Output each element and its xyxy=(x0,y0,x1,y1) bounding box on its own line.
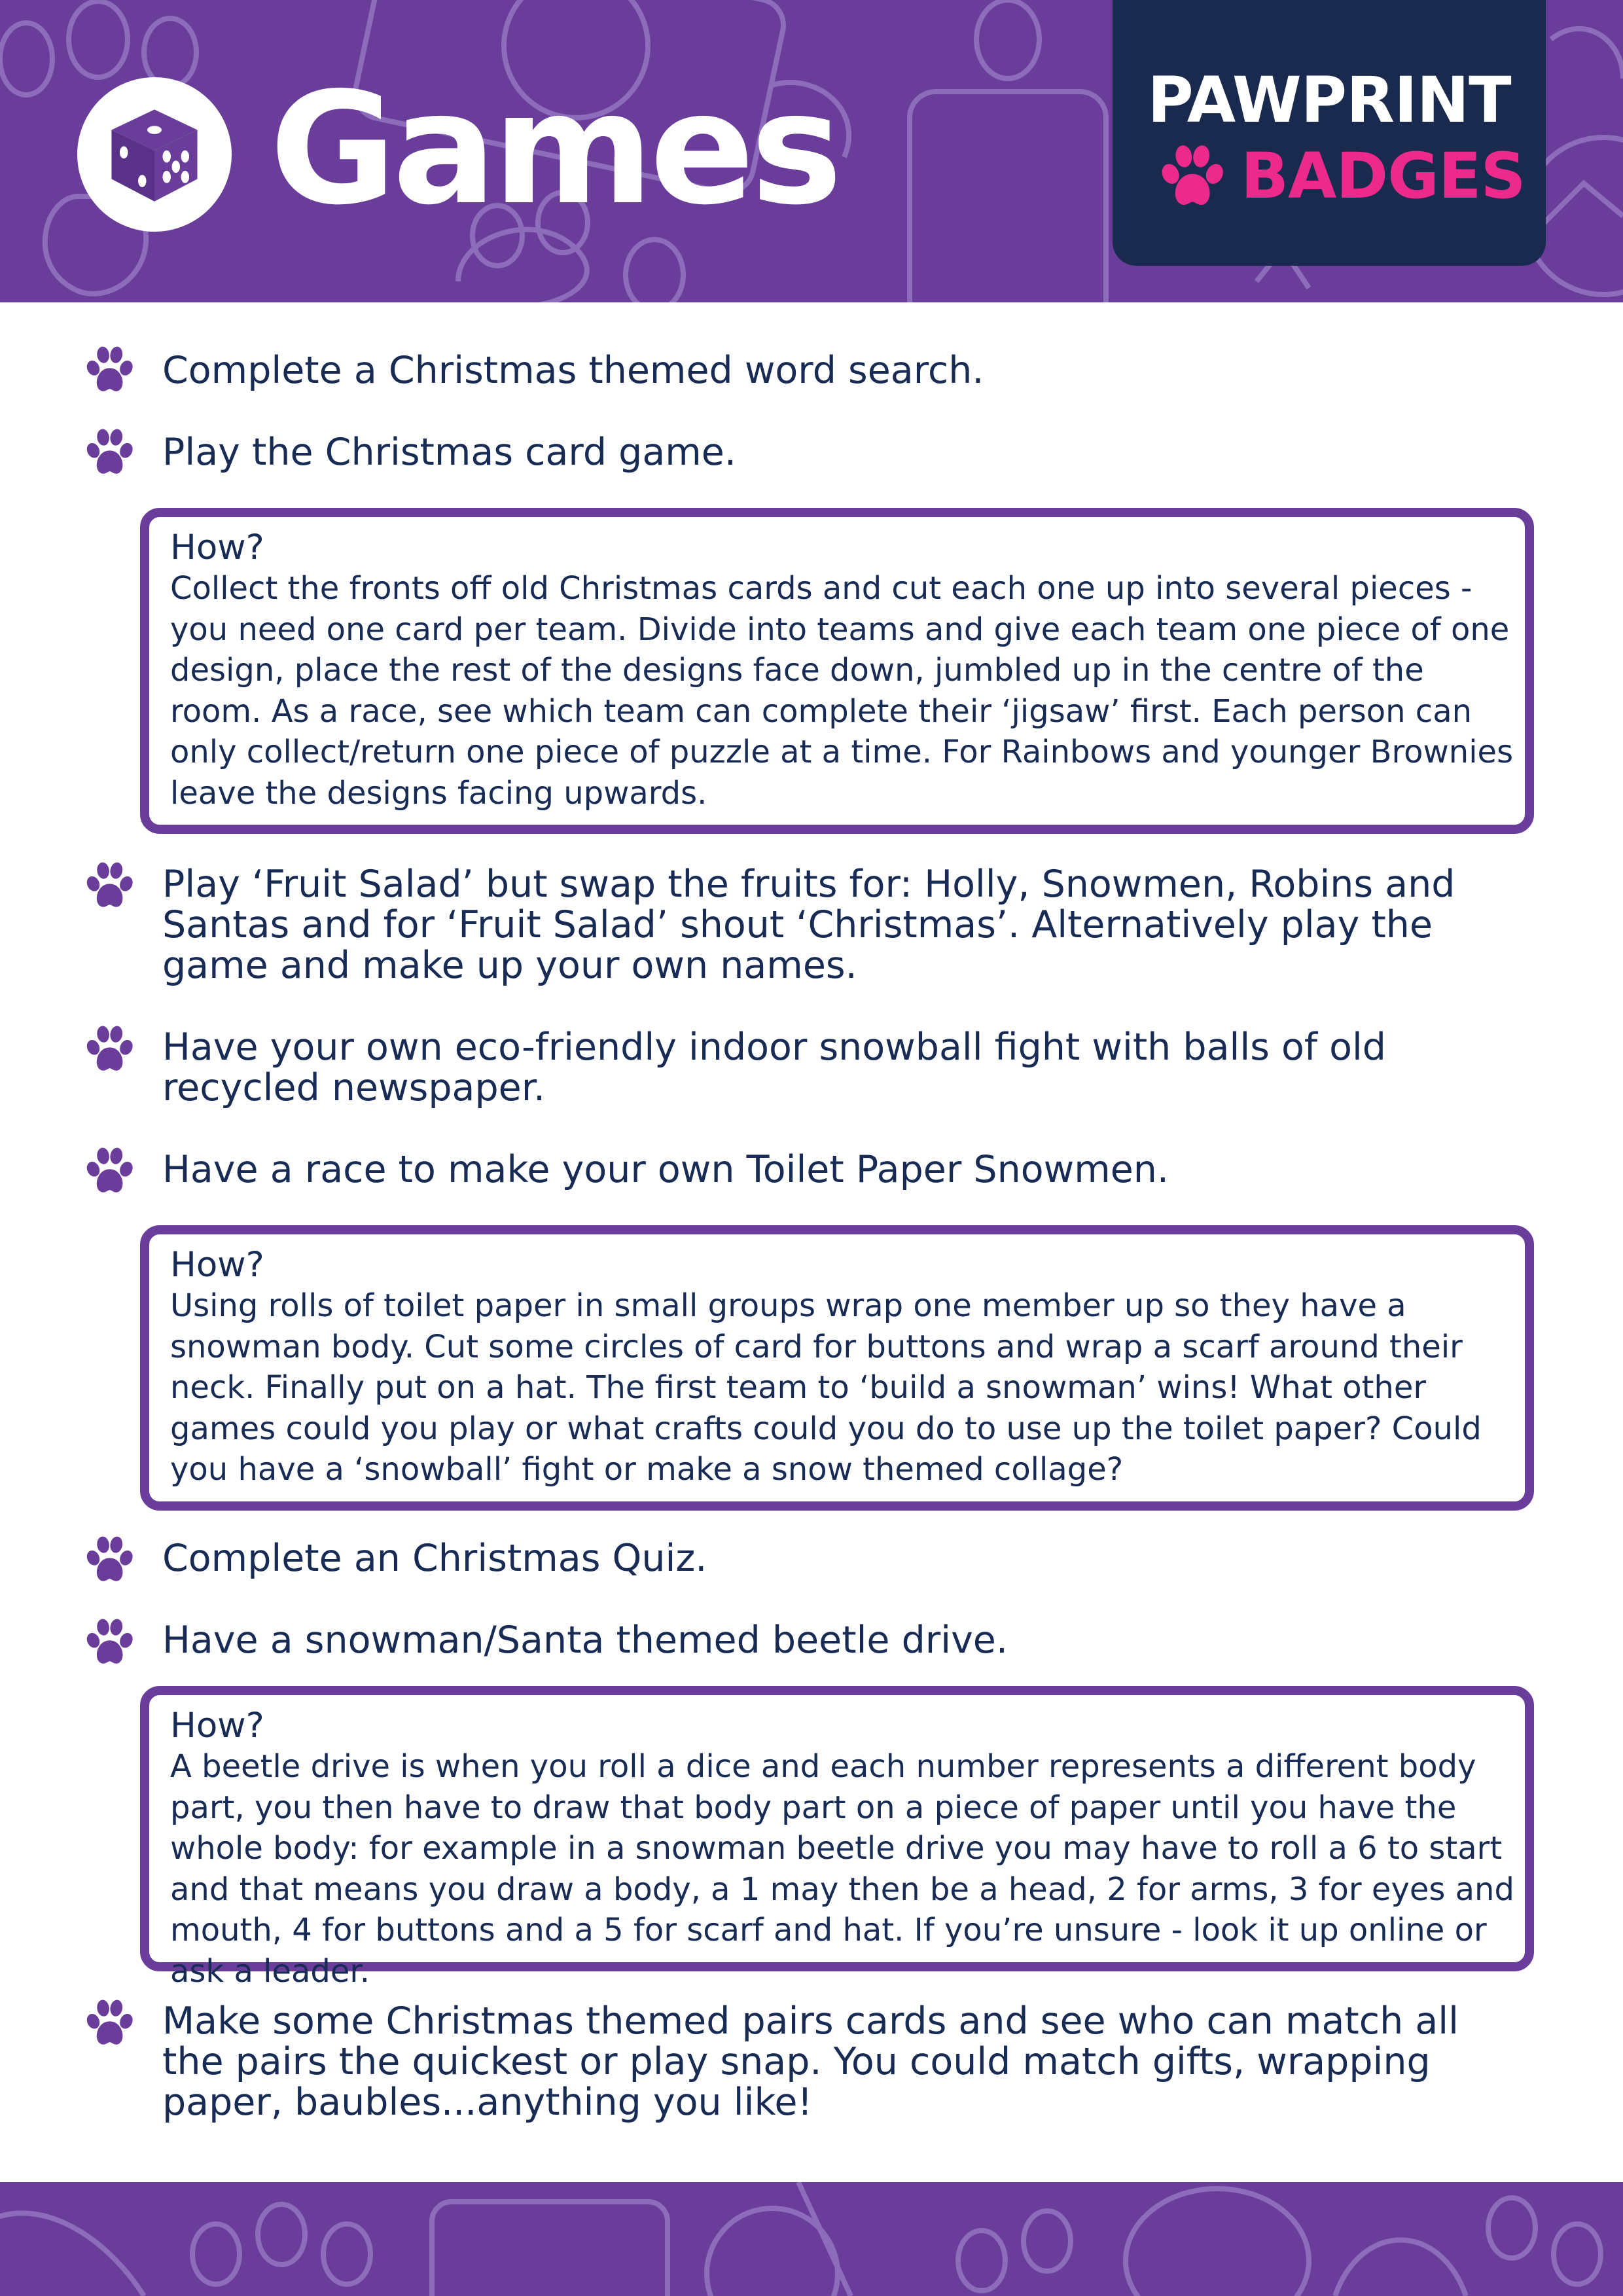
paw-icon xyxy=(81,1532,136,1587)
paw-icon xyxy=(81,1021,136,1076)
how-box xyxy=(140,1225,1534,1511)
paw-icon xyxy=(81,342,136,397)
how-text: A beetle drive is when you roll a dice and each number represents a different body part, you then have to draw that body part on a piece of paper until you have the whole body: for example in a snowman beetle drive you may have to roll a 6 to start and that means you draw a body, a 1 may then be a head, 2 for arms, 3 for eyes and mouth, 4 for buttons and a 5 for scarf and hat. If you’re unsure - look it up online or ask a leader. xyxy=(170,1748,1514,1990)
how-label: How? xyxy=(170,1706,264,1746)
brand-line2: BADGES xyxy=(1241,139,1525,213)
brand-logo xyxy=(1113,0,1546,266)
how-label: How? xyxy=(170,528,264,567)
list-item: Make some Christmas themed pairs cards and see who can match all the pairs the quickest or play snap. You could match gifts, wrapping paper, baubles...anything you like! xyxy=(162,2000,1459,2124)
how-text: Using rolls of toilet paper in small groups wrap one member up so they have a snowman body. Cut some circles of card for buttons and wrap a scarf around their neck. Finally put on a hat. The first team to ‘build a snowman’ wins! What other games could you play or what crafts could you do to use up the toilet paper? Could you have a ‘snowball’ fight or make a snow themed collage? xyxy=(170,1287,1482,1488)
paw-icon xyxy=(81,1614,136,1669)
paw-icon xyxy=(81,424,136,479)
list-item: Have a snowman/Santa themed beetle drive. xyxy=(162,1619,1008,1662)
paw-icon xyxy=(1154,139,1228,212)
paw-icon xyxy=(81,1995,136,2050)
how-label: How? xyxy=(170,1245,264,1285)
dice-icon xyxy=(103,103,205,206)
paw-icon xyxy=(81,857,136,912)
list-item: Play the Christmas card game. xyxy=(162,431,736,474)
brand-line1: PAWPRINT xyxy=(1147,63,1511,137)
dice-icon-badge xyxy=(77,77,232,232)
header-banner xyxy=(0,0,1623,302)
list-item: Play ‘Fruit Salad’ but swap the fruits for: Holly, Snowmen, Robins and Santas and for ‘Fruit Salad’ shout ‘Christmas’. Alternatively play the game and make up your own names. xyxy=(162,863,1455,987)
page-title: Games xyxy=(270,59,839,239)
background-pattern xyxy=(0,2182,1623,2296)
list-item: Have a race to make your own Toilet Paper Snowmen. xyxy=(162,1148,1169,1191)
paw-icon xyxy=(81,1143,136,1198)
list-item: Have your own eco-friendly indoor snowball fight with balls of old recycled newspaper. xyxy=(162,1026,1386,1109)
how-box xyxy=(140,1686,1534,1990)
how-text: Collect the fronts off old Christmas cards and cut each one up into several pieces - you need one card per team. Divide into teams and give each team one piece of one design, place the rest of the designs face down, jumbled up in the centre of the room. As a race, see which team can complete their ‘jigsaw’ first. Each person can only collect/return one piece of puzzle at a time. For Rainbows and younger Brownies leave the designs facing upwards. xyxy=(170,570,1514,812)
footer-banner xyxy=(0,2182,1623,2296)
list-item: Complete a Christmas themed word search. xyxy=(162,349,984,392)
how-box xyxy=(140,508,1534,834)
list-item: Complete an Christmas Quiz. xyxy=(162,1537,707,1580)
